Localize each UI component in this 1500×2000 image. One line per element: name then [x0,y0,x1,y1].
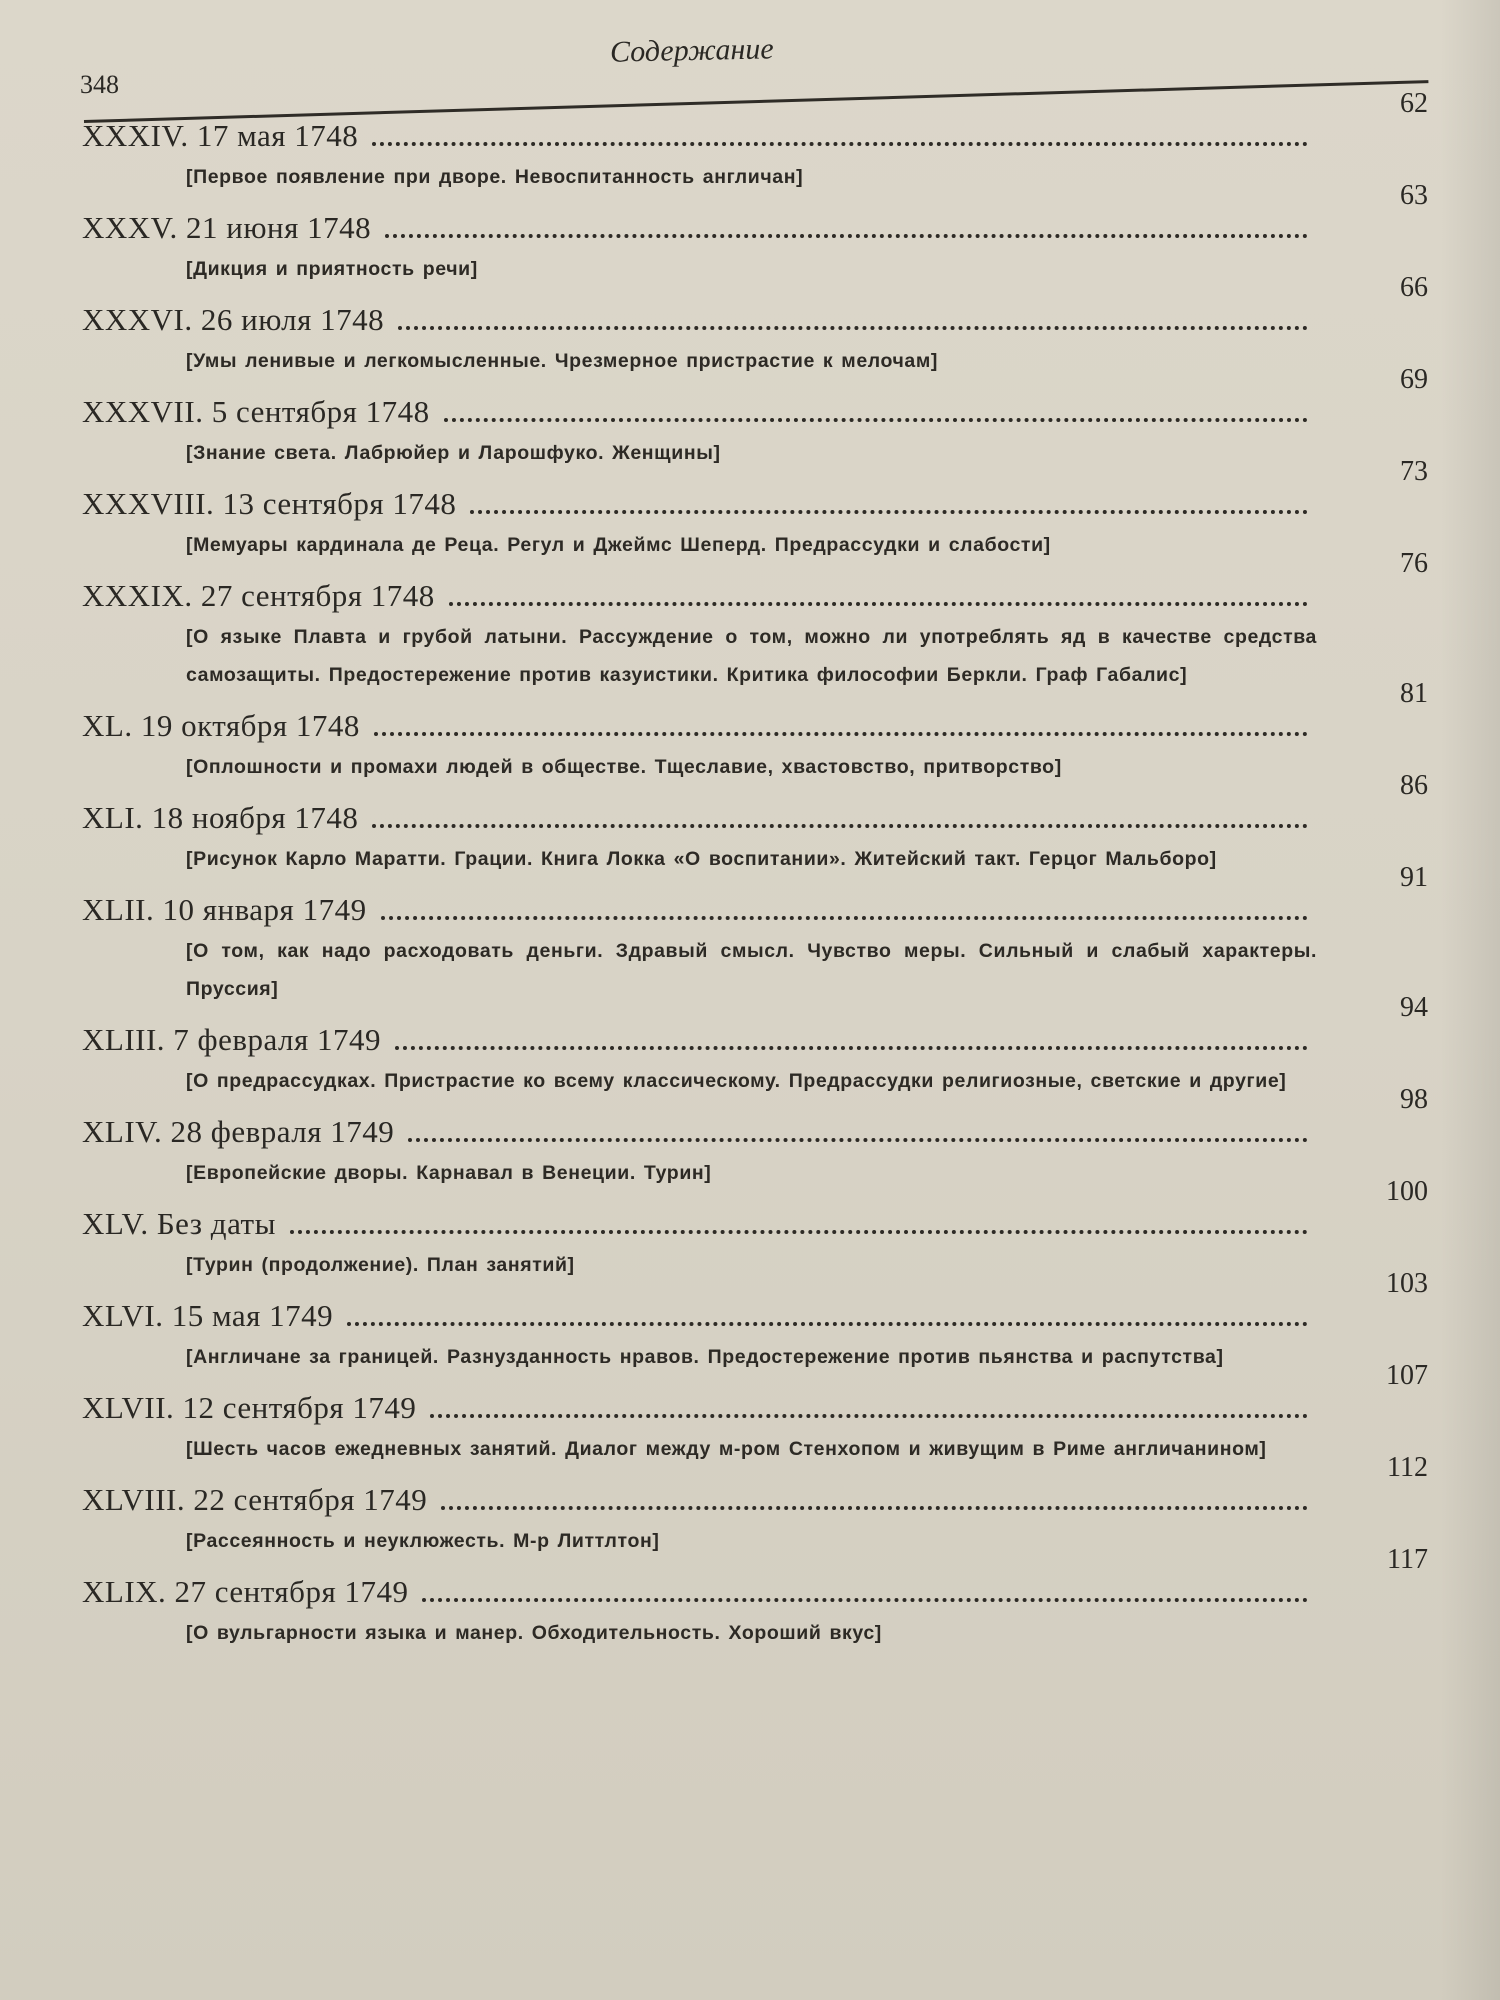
toc-entry-page: 100 [1386,1176,1428,1207]
toc-entry-summary: [Шесть часов ежедневных занятий. Диалог между м-ром Стенхопом и живущим в Риме англичанином] [186,1438,1267,1460]
toc-entry-summary: [Рассеянность и неуклюжесть. М-р Литтлтон] [186,1530,660,1552]
page-header [80,28,1430,124]
toc-entry-head [82,1452,1432,1518]
toc-entry [82,364,1432,472]
toc-entry-summary: [Знание света. Лабрюйер и Ларошфуко. Женщины] [186,442,721,464]
toc-entry-summary: [Умы ленивые и легкомысленные. Чрезмерное пристрастие к мелочам] [186,350,938,372]
toc-entry-head [82,862,1432,928]
toc-entry-page: 73 [1400,456,1428,487]
toc-entry-head [82,548,1432,614]
toc-entry-title: XXXVII. 5 сентября 1748 [82,394,430,429]
toc-entry-page: 66 [1400,272,1428,303]
toc-entry-page: 76 [1400,548,1428,579]
toc-entry-summary: [Рисунок Карло Маратти. Грации. Книга Локка «О воспитании». Житейский такт. Герцог Мальборо] [186,848,1217,870]
toc-entry [82,1176,1432,1284]
toc-entry-page: 86 [1400,770,1428,801]
toc-entry-head [82,1268,1432,1334]
toc-entry-title: XXXIV. 17 мая 1748 [82,118,359,153]
toc-entry-summary: [Англичане за границей. Разнузданность нравов. Предостережение против пьянства и распутства] [186,1346,1224,1368]
toc-entry-summary: [Турин (продолжение). План занятий] [186,1254,575,1276]
toc-entry [82,1084,1432,1192]
toc-entry [82,548,1432,694]
toc-entry [82,678,1432,786]
dot-leader [381,915,1308,920]
toc-entry-summary: [Мемуары кардинала де Реца. Регул и Джеймс Шеперд. Предрассудки и слабости] [186,534,1051,556]
toc-entry-title: XXXVIII. 13 сентября 1748 [82,486,457,521]
toc-entry-title: XXXVI. 26 июля 1748 [82,302,385,337]
toc-entry [82,456,1432,564]
dot-leader [372,823,1308,828]
dot-leader [372,141,1308,146]
toc-entry-head [82,770,1432,836]
toc-entry-title: XLIII. 7 февраля 1749 [82,1022,382,1057]
toc-entry [82,272,1432,380]
toc-entry-head [82,992,1432,1058]
toc-entry [82,770,1432,878]
dot-leader [395,1045,1308,1050]
toc-entry [82,180,1432,288]
toc-entry-title: XLVIII. 22 сентября 1749 [82,1482,428,1517]
toc-entry-head [82,1360,1432,1426]
dot-leader [449,601,1308,606]
toc-entry-page: 69 [1400,364,1428,395]
dot-leader [347,1321,1308,1326]
toc-entry-head [82,88,1432,154]
toc-entry-page: 107 [1386,1360,1428,1391]
dot-leader [398,325,1308,330]
toc-entry-summary: [Первое появление при дворе. Невоспитанность англичан] [186,166,804,188]
toc-entry-page: 112 [1387,1452,1428,1483]
dot-leader [470,509,1308,514]
toc-entry-title: XLIV. 28 февраля 1749 [82,1114,395,1149]
dot-leader [430,1413,1308,1418]
toc-entry-head [82,456,1432,522]
toc-entry-title: XLI. 18 ноября 1748 [82,800,359,835]
table-of-contents [82,88,1432,1958]
header-rule [84,80,1428,123]
page-number: 348 [80,70,119,99]
toc-entry-page: 94 [1400,992,1428,1023]
dot-leader [444,417,1308,422]
toc-entry-title: XLVII. 12 сентября 1749 [82,1390,417,1425]
toc-entry-page: 63 [1400,180,1428,211]
toc-entry-title: XLIX. 27 сентября 1749 [82,1574,409,1609]
toc-entry-head [82,272,1432,338]
toc-entry-title: XL. 19 октября 1748 [82,708,360,743]
toc-entry-summary: [О предрассудках. Пристрастие ко всему классическому. Предрассудки религиозные, светские и другие] [186,1070,1287,1092]
dot-leader [408,1137,1308,1142]
toc-entry-page: 117 [1387,1544,1428,1575]
toc-entry-head [82,1544,1432,1610]
running-head: Содержание [609,32,774,69]
toc-entry-summary: [Дикция и приятность речи] [186,258,478,280]
dot-leader [422,1597,1308,1602]
toc-entry [82,88,1432,196]
toc-entry [82,1360,1432,1468]
toc-entry [82,862,1432,1008]
toc-entry-summary: [О вульгарности языка и манер. Обходительность. Хороший вкус] [186,1622,882,1644]
toc-entry [82,1452,1432,1560]
toc-entry-page: 81 [1400,678,1428,709]
toc-entry-title: XLV. Без даты [82,1206,276,1241]
toc-entry [82,992,1432,1100]
dot-leader [385,233,1308,238]
toc-entry-page: 103 [1386,1268,1428,1299]
toc-entry-page: 98 [1400,1084,1428,1115]
toc-entry-title: XXXIX. 27 сентября 1748 [82,578,435,613]
dot-leader [374,731,1308,736]
toc-entry [82,1544,1432,1652]
toc-entry-title: XLVI. 15 мая 1749 [82,1298,334,1333]
toc-entry-title: XXXV. 21 июня 1748 [82,210,372,245]
toc-entry-head [82,678,1432,744]
toc-entry-summary: [Европейские дворы. Карнавал в Венеции. Турин] [186,1162,712,1184]
toc-entry-head [82,364,1432,430]
dot-leader [441,1505,1308,1510]
toc-entry-summary: [О языке Плавта и грубой латыни. Рассуждение о том, можно ли употреблять яд в качестве средства самозащиты. Предостережение против казуистики. Критика философии Беркли. Граф Габалис] [186,626,1317,686]
toc-entry-page: 62 [1400,88,1428,119]
toc-entry-summary: [Оплошности и промахи людей в обществе. Тщеславие, хвастовство, притворство] [186,756,1062,778]
toc-entry-summary: [О том, как надо расходовать деньги. Здравый смысл. Чувство меры. Сильный и слабый характеры. Пруссия] [186,940,1317,1000]
toc-entry-title: XLII. 10 января 1749 [82,892,367,927]
dot-leader [290,1229,1308,1234]
toc-entry-head [82,180,1432,246]
toc-entry-page: 91 [1400,862,1428,893]
toc-entry-head [82,1084,1432,1150]
toc-entry [82,1268,1432,1376]
toc-entry-head [82,1176,1432,1242]
